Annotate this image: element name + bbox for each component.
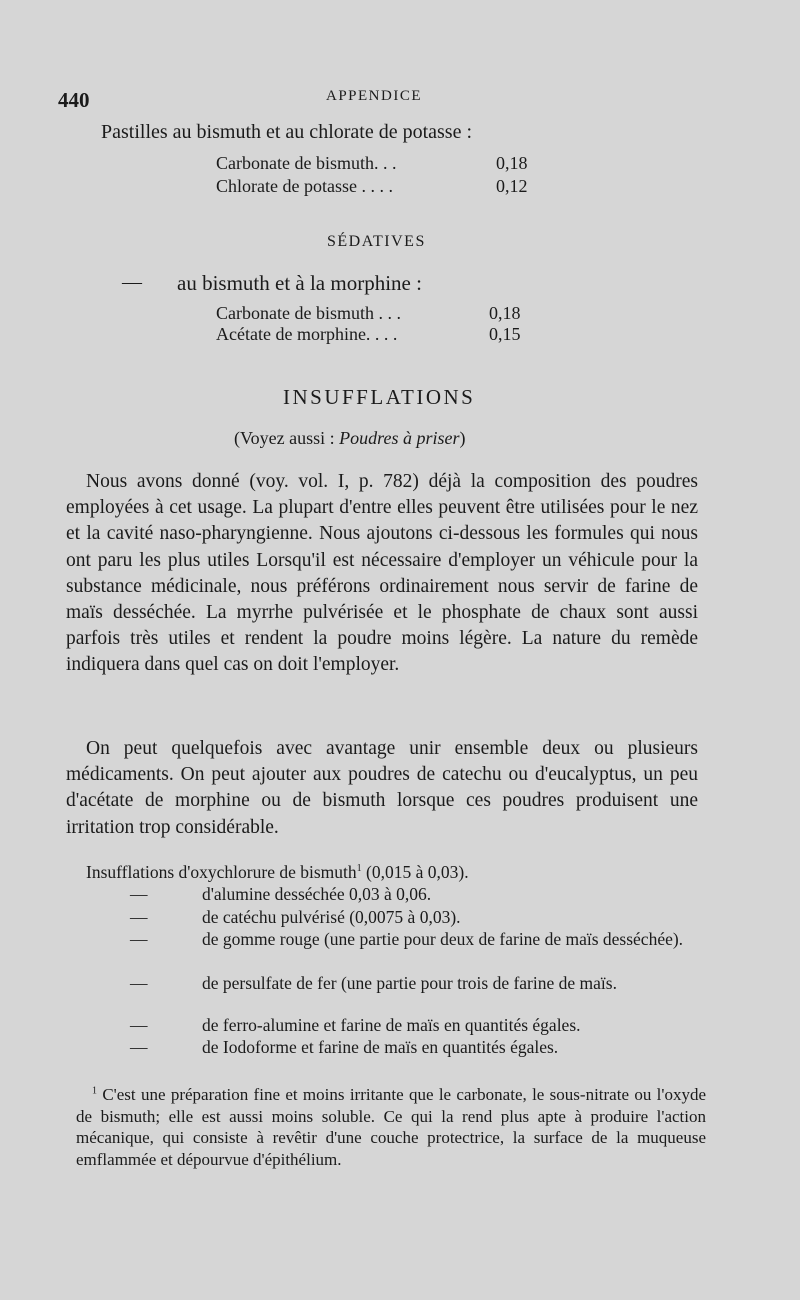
ingredient-name: Chlorate de potasse . . . . bbox=[216, 176, 393, 196]
footnote-marker: 1 bbox=[356, 863, 362, 875]
recipe-title-bismuth-chlorate: Pastilles au bismuth et au chlorate de potasse : bbox=[101, 121, 473, 143]
ditto-dash: — bbox=[130, 1015, 148, 1035]
running-head: APPENDICE bbox=[326, 88, 423, 104]
ingredient-value: 0,18 bbox=[496, 153, 528, 173]
note-suffix: ) bbox=[459, 428, 466, 448]
footnote-text: C'est une préparation fine et moins irritante que le carbonate, le sous-nitrate ou l'oxyde de bismuth; elle est aussi moins soluble. Ce qui la rend plus apte à produire l'action mécanique, qui consiste à revêtir d'une couche protectrice, la surface de la muqueuse emflammée et dépourvue d'épithélium. bbox=[76, 1085, 706, 1169]
recipe-title-bismuth-morphine: au bismuth et à la morphine : bbox=[177, 271, 422, 295]
footnote bbox=[76, 1084, 706, 1170]
ditto-dash: — bbox=[130, 973, 148, 993]
page-number: 440 bbox=[58, 88, 90, 112]
insufflation-formula: de Iodoforme et farine de maïs en quantités égales. bbox=[202, 1037, 559, 1057]
ingredient-name: Acétate de morphine. . . . bbox=[216, 324, 398, 344]
paragraph-2: On peut quelquefois avec avantage unir ensemble deux ou plusieurs médicaments. On peut ajouter aux poudres de catechu ou d'eucalyptus, un peu d'acétate de morphine ou de bismuth lorsque ces poudres produisent une irritation trop considérable. bbox=[66, 738, 698, 838]
formula-suffix: (0,015 à 0,03). bbox=[361, 862, 469, 882]
insufflation-formula: de ferro-alumine et farine de maïs en quantités égales. bbox=[202, 1015, 581, 1035]
ingredient-value: 0,12 bbox=[496, 176, 528, 196]
ditto-dash: — bbox=[122, 271, 142, 293]
formula-prefix: Insufflations d'oxychlorure de bismuth bbox=[86, 862, 357, 882]
insufflation-formula: de catéchu pulvérisé (0,0075 à 0,03). bbox=[202, 907, 461, 927]
ingredient-value: 0,18 bbox=[489, 303, 521, 323]
see-also-note bbox=[234, 428, 466, 449]
footnote-marker: 1 bbox=[92, 1085, 97, 1097]
ditto-dash: — bbox=[130, 929, 148, 949]
ingredient-value: 0,15 bbox=[489, 324, 521, 344]
insufflation-formula: d'alumine desséchée 0,03 à 0,06. bbox=[202, 884, 432, 904]
ditto-dash: — bbox=[130, 907, 148, 927]
ingredient-name: Carbonate de bismuth . . . bbox=[216, 303, 401, 323]
ingredient-name: Carbonate de bismuth. . . bbox=[216, 153, 397, 173]
insufflation-formula-first bbox=[86, 862, 469, 883]
section-heading-insufflations: INSUFFLATIONS bbox=[283, 385, 476, 409]
note-prefix: (Voyez aussi : bbox=[234, 428, 340, 448]
section-heading-sedatives: SÉDATIVES bbox=[327, 233, 426, 250]
paragraph-1: Nous avons donné (voy. vol. I, p. 782) déjà la composition des poudres employées à cet usage. La plupart d'entre elles peuvent être utilisées pour le nez et la cavité naso-pharyngienne. Nous ajoutons ci-dessous les formules qui nous ont paru les plus utiles Lorsqu'il est nécessaire d'employer un véhicule pour la substance médicinale, nous préférons ordinairement nous servir de farine de maïs desséchée. La myrrhe pulvérisée et le phosphate de chaux sont aussi parfois très utiles et rendent la poudre moins légère. La nature du remède indiquera dans quel cas on doit l'employer. bbox=[66, 471, 698, 676]
ditto-dash: — bbox=[130, 884, 148, 904]
insufflation-formula: de persulfate de fer (une partie pour trois de farine de maïs. bbox=[202, 973, 617, 993]
note-italic: Poudres à priser bbox=[339, 428, 460, 448]
ditto-dash: — bbox=[130, 1037, 148, 1057]
insufflation-formula: de gomme rouge (une partie pour deux de farine de maïs desséchée). bbox=[202, 929, 684, 949]
